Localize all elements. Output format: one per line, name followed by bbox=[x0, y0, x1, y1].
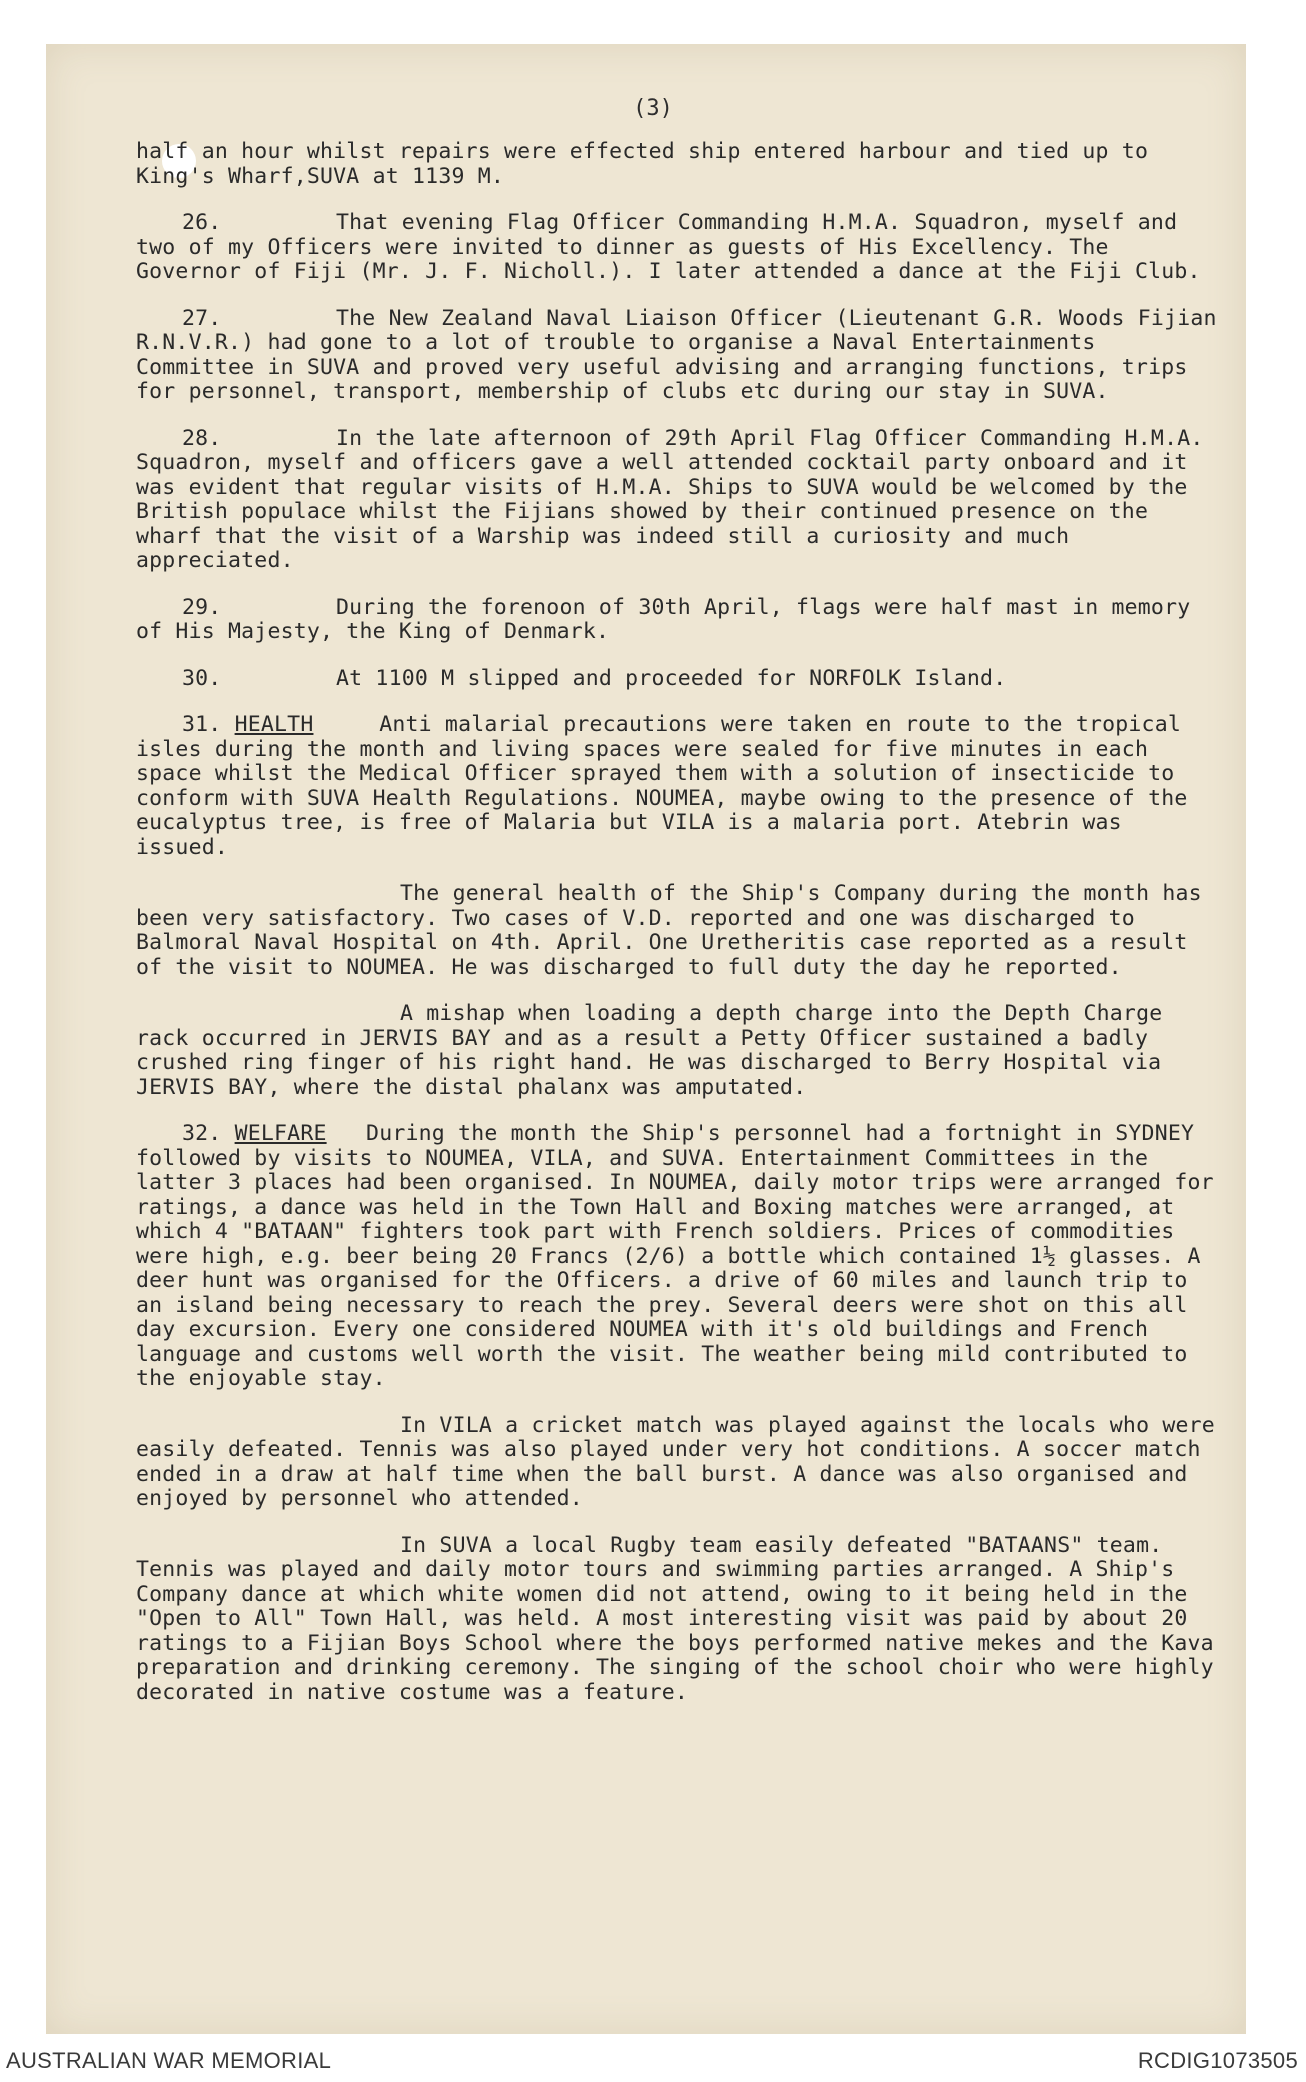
paragraph-text: At 1100 M slipped and proceeded for NORFOLK Island. bbox=[336, 665, 1007, 691]
page-number: (3) bbox=[633, 96, 673, 121]
paragraph-number: 29. bbox=[182, 594, 222, 620]
paragraph-26 bbox=[136, 211, 1226, 285]
section-heading-welfare: WELFARE bbox=[234, 1121, 327, 1146]
paragraph-text: half an hour whilst repairs were effected ship entered harbour and tied up to King's Wharf,SUVA at 1139 M. bbox=[136, 139, 1162, 189]
paragraph-31c bbox=[136, 1002, 1226, 1100]
paragraph-28 bbox=[136, 427, 1226, 574]
paragraph-intro bbox=[136, 140, 1226, 189]
paragraph-text: In VILA a cricket match was played against the locals who were easily defeated. Tennis was also played under very hot conditions. A soccer match ended in a draw at half time when the ball burst. A dance was also organised and enjoyed by personnel who attended. bbox=[136, 1412, 1229, 1511]
paragraph-31b bbox=[136, 882, 1226, 980]
paragraph-text: The New Zealand Naval Liaison Officer (Lieutenant G.R. Woods Fijian R.N.V.R.) had gone to a lot of trouble to organise a Naval Entertainments Committee in SUVA and proved very useful advising and arranging functions, trips for personnel, transport, membership of clubs etc during our stay in SUVA. bbox=[136, 305, 1230, 404]
paragraph-number: 27. bbox=[182, 305, 222, 331]
paragraph-number: 32. bbox=[182, 1121, 222, 1146]
paragraph-text: During the month the Ship's personnel had a fortnight in SYDNEY followed by visits to NOUMEA, VILA, and SUVA. Entertainment Committees in the latter 3 places had been organised. In NOUMEA, daily motor trips were arranged for ratings, a dance was held in the Town Hall and Boxing matches were arranged, at which 4 "BATAAN" fighters took part with French soldiers. Prices of commodities were high, e.g. beer being 20 Francs (2/6) a bottle which contained 1½ glasses. A deer hunt was organised for the Officers. a drive of 60 miles and launch trip to an island being necessary to reach the prey. Several deers were shot on this all day excursion. Every one considered NOUMEA with it's old buildings and French language and customs well worth the visit. The weather being mild contributed to the enjoyable stay. bbox=[136, 1121, 1227, 1391]
paragraph-30 bbox=[136, 667, 1226, 692]
section-heading-health: HEALTH bbox=[234, 712, 314, 737]
paragraph-text: During the forenoon of 30th April, flags were half mast in memory of His Majesty, the King of Denmark. bbox=[136, 594, 1204, 644]
paragraph-32c bbox=[136, 1534, 1226, 1706]
paragraph-number: 30. bbox=[182, 665, 222, 691]
paragraph-31 bbox=[136, 713, 1226, 860]
paragraph-text: In SUVA a local Rugby team easily defeated "BATAANS" team. Tennis was played and daily motor tours and swimming parties arranged. A Ship's Company dance at which white women did not attend, owing to it being held in the "Open to All" Town Hall, was held. A most interesting visit was paid by about 20 ratings to a Fijian Boys School where the boys performed native mekes and the Kava preparation and drinking ceremony. The singing of the school choir who were highly decorated in native costume was a feature. bbox=[136, 1532, 1227, 1705]
paragraph-32 bbox=[136, 1122, 1226, 1392]
paragraph-number: 26. bbox=[182, 210, 222, 235]
document-body bbox=[136, 139, 1230, 1727]
paragraph-text: The general health of the Ship's Company during the month has been very satisfactory. Two cases of V.D. reported and one was discharged to Balmoral Naval Hospital on 4th. April. One Uretheritis case reported as a result of the visit to NOUMEA. He was discharged to full duty the day he reported. bbox=[136, 881, 1215, 980]
paragraph-text: Anti malarial precautions were taken en route to the tropical isles during the month and living spaces were sealed for five minutes in each space whilst the Medical Officer sprayed them with a solution of insecticide to conform with SUVA Health Regulations. NOUMEA, maybe owing to the presence of the eucalyptus tree, is free of Malaria but VILA is a malaria port. Atebrin was issued. bbox=[136, 712, 1201, 860]
paragraph-29 bbox=[136, 596, 1226, 645]
paragraph-text: That evening Flag Officer Commanding H.M.A. Squadron, myself and two of my Officers were invited to dinner as guests of His Excellency. The Governor of Fiji (Mr. J. F. Nicholl.). I later attended a dance at the Fiji Club. bbox=[136, 210, 1201, 284]
paragraph-32b bbox=[136, 1412, 1229, 1512]
footer-institution: AUSTRALIAN WAR MEMORIAL bbox=[6, 2048, 332, 2073]
paragraph-number: 28. bbox=[182, 425, 222, 451]
paragraph-27 bbox=[136, 305, 1230, 405]
paragraph-text: In the late afternoon of 29th April Flag Officer Commanding H.M.A. Squadron, myself and officers gave a well attended cocktail party onboard and it was evident that regular visits of H.M.A. Ships to SUVA would be welcomed by the British populace whilst the Fijians showed by their continued presence on the wharf that the visit of a Warship was indeed still a curiosity and much appreciated. bbox=[136, 425, 1217, 573]
footer-record-id: RCDIG1073505 bbox=[1137, 2048, 1298, 2073]
paragraph-number: 31. bbox=[182, 712, 222, 737]
paragraph-text: A mishap when loading a depth charge into the Depth Charge rack occurred in JERVIS BAY and as a result a Petty Officer sustained a badly crushed ring finger of his right hand. He was discharged to Berry Hospital via JERVIS BAY, where the distal phalanx was amputated. bbox=[136, 1001, 1176, 1100]
